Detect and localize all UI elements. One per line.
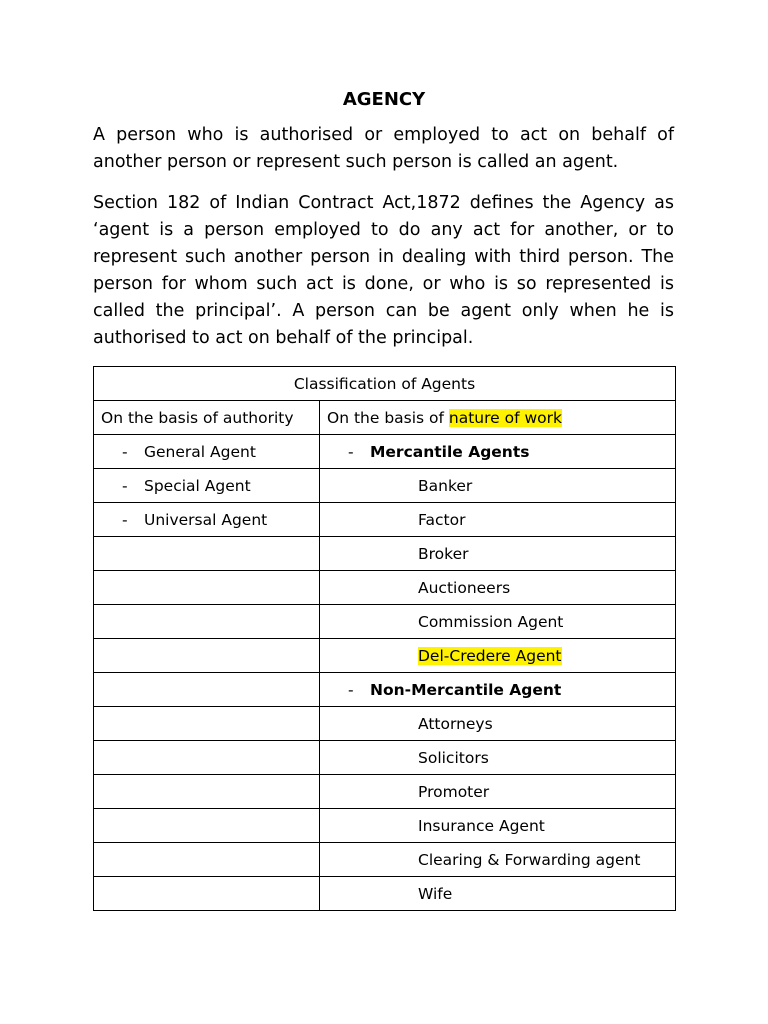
table-row: [94, 741, 676, 775]
authority-item: General Agent: [144, 442, 256, 461]
nature-cell: [320, 605, 676, 639]
nature-cell: [320, 775, 676, 809]
nature-cell: [320, 809, 676, 843]
authority-cell: [94, 741, 320, 775]
mercantile-item: Commission Agent: [418, 612, 564, 631]
dash-bullet: -: [348, 442, 354, 461]
table-row: [94, 775, 676, 809]
nature-cell: [320, 741, 676, 775]
table-row: [94, 707, 676, 741]
classification-table: [93, 366, 676, 911]
authority-cell: [94, 843, 320, 877]
table-row: [94, 605, 676, 639]
mercantile-item: Auctioneers: [418, 578, 511, 597]
authority-cell: [94, 571, 320, 605]
col-nature-header-prefix: On the basis of: [327, 408, 449, 427]
table-header-row: [94, 401, 676, 435]
non-mercantile-item: Attorneys: [418, 714, 493, 733]
table-row: [94, 537, 676, 571]
authority-cell: [94, 639, 320, 673]
non-mercantile-item: Clearing & Forwarding agent: [418, 850, 641, 869]
del-credere-highlight: Del-Credere Agent: [418, 646, 562, 665]
col-nature-header: [320, 401, 676, 435]
nature-cell: [320, 877, 676, 911]
table-caption-row: [94, 367, 676, 401]
authority-cell: [94, 775, 320, 809]
nature-cell: [320, 435, 676, 469]
table-row: [94, 469, 676, 503]
authority-cell: [94, 605, 320, 639]
authority-cell: [94, 537, 320, 571]
authority-item: Universal Agent: [144, 510, 268, 529]
page-title: AGENCY: [342, 89, 426, 110]
nature-cell: [320, 673, 676, 707]
nature-of-work-highlight: nature of work: [448, 408, 563, 427]
authority-cell: [94, 503, 320, 537]
dash-bullet: -: [122, 476, 128, 495]
authority-cell: [94, 707, 320, 741]
non-mercantile-item: Promoter: [418, 782, 490, 801]
authority-cell: [94, 469, 320, 503]
mercantile-item: Banker: [418, 476, 473, 495]
dash-bullet: -: [122, 510, 128, 529]
authority-cell: [94, 809, 320, 843]
mercantile-item: Broker: [418, 544, 469, 563]
authority-cell: [94, 435, 320, 469]
non-mercantile-item: Solicitors: [418, 748, 489, 767]
intro-paragraph: A person who is authorised or employed to act on behalf of another person or represent such person is called an agent.: [93, 125, 674, 172]
table-row: [94, 503, 676, 537]
nature-cell: [320, 469, 676, 503]
authority-item: Special Agent: [144, 476, 251, 495]
col-authority-header: On the basis of authority: [94, 401, 320, 435]
mercantile-heading: Mercantile Agents: [370, 442, 530, 461]
non-mercantile-item: Insurance Agent: [418, 816, 545, 835]
nature-cell: [320, 707, 676, 741]
nature-cell: [320, 537, 676, 571]
dash-bullet: -: [122, 442, 128, 461]
non-mercantile-heading: Non-Mercantile Agent: [370, 680, 562, 699]
table-row: [94, 877, 676, 911]
table-row: [94, 809, 676, 843]
authority-cell: [94, 673, 320, 707]
mercantile-item-highlighted: [327, 647, 562, 665]
table-row: [94, 639, 676, 673]
authority-cell: [94, 877, 320, 911]
table-caption: Classification of Agents: [94, 367, 676, 401]
table-row: [94, 571, 676, 605]
nature-cell: [320, 571, 676, 605]
table-row: [94, 843, 676, 877]
nature-cell: [320, 639, 676, 673]
dash-bullet: -: [348, 680, 354, 699]
nature-cell: [320, 503, 676, 537]
non-mercantile-item: Wife: [418, 884, 453, 903]
mercantile-item: Factor: [418, 510, 466, 529]
section-paragraph: Section 182 of Indian Contract Act,1872 defines the Agency as ‘agent is a person employed to do any act for another, or to represent such another person in dealing with third person. The person for whom such act is done, or who is so represented is called the principal’. A person can be agent only when he is authorised to act on behalf of the principal.: [93, 193, 674, 348]
table-row: [94, 435, 676, 469]
table-row: [94, 673, 676, 707]
nature-cell: [320, 843, 676, 877]
